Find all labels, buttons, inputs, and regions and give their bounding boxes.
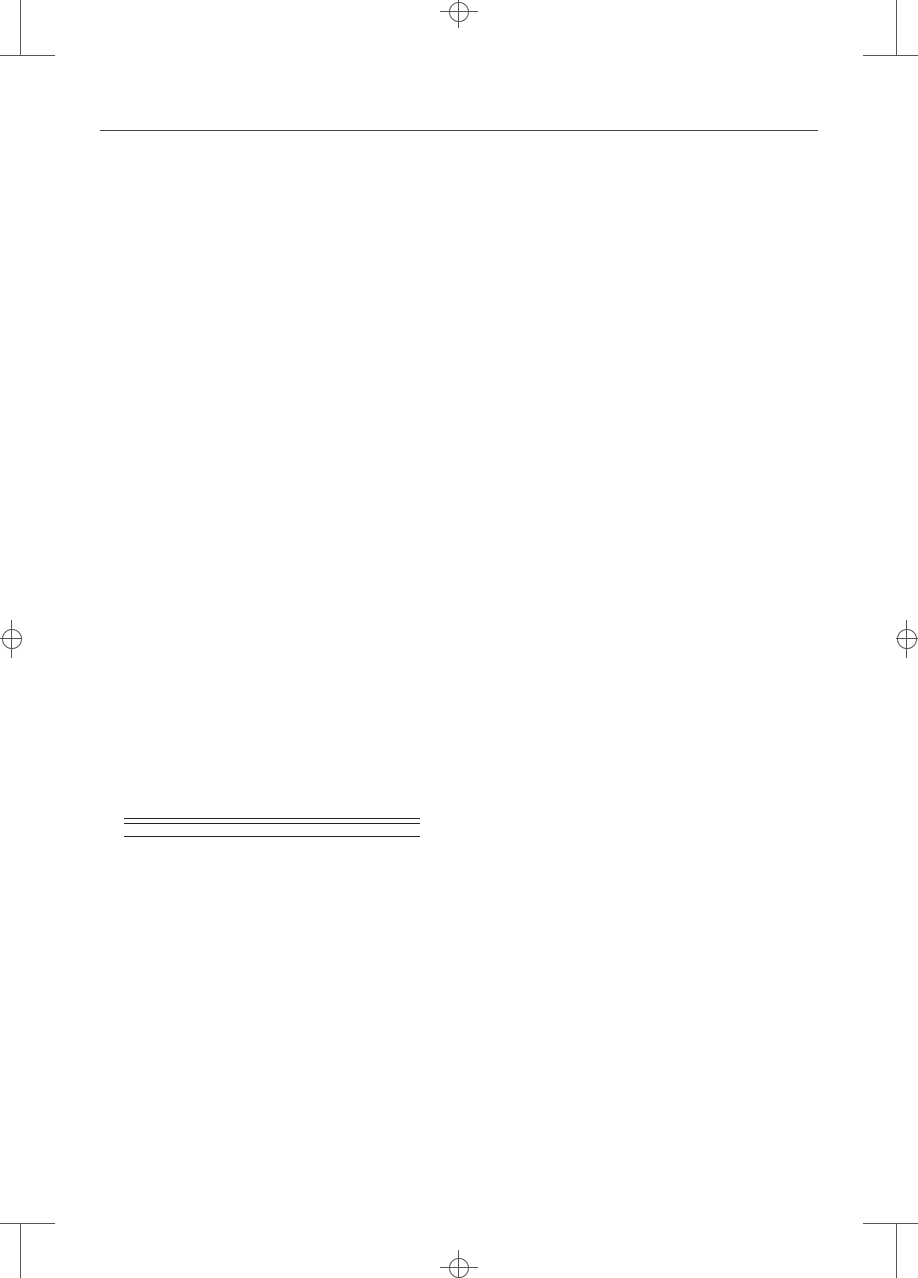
crop-mark: [20, 0, 21, 55]
crop-mark: [863, 55, 918, 56]
registration-mark-icon: [449, 2, 469, 22]
table-cell: [223, 832, 322, 837]
table-cell: [124, 832, 223, 837]
crop-mark: [0, 1223, 55, 1224]
crop-mark: [20, 1223, 21, 1278]
registration-mark-icon: [897, 629, 917, 649]
crop-mark: [896, 0, 897, 55]
registration-mark-icon: [2, 629, 22, 649]
crop-mark: [11, 620, 12, 658]
crop-mark: [440, 11, 478, 12]
accuracy-table: [124, 818, 420, 837]
crop-mark: [440, 1267, 478, 1268]
registration-mark-icon: [449, 1258, 469, 1278]
table-cell: [321, 832, 420, 837]
crop-mark: [0, 55, 55, 56]
crop-mark: [906, 620, 907, 658]
crop-mark: [863, 1223, 918, 1224]
table-row: [124, 832, 420, 837]
crop-mark: [896, 1223, 897, 1278]
header-rule: [100, 130, 818, 131]
